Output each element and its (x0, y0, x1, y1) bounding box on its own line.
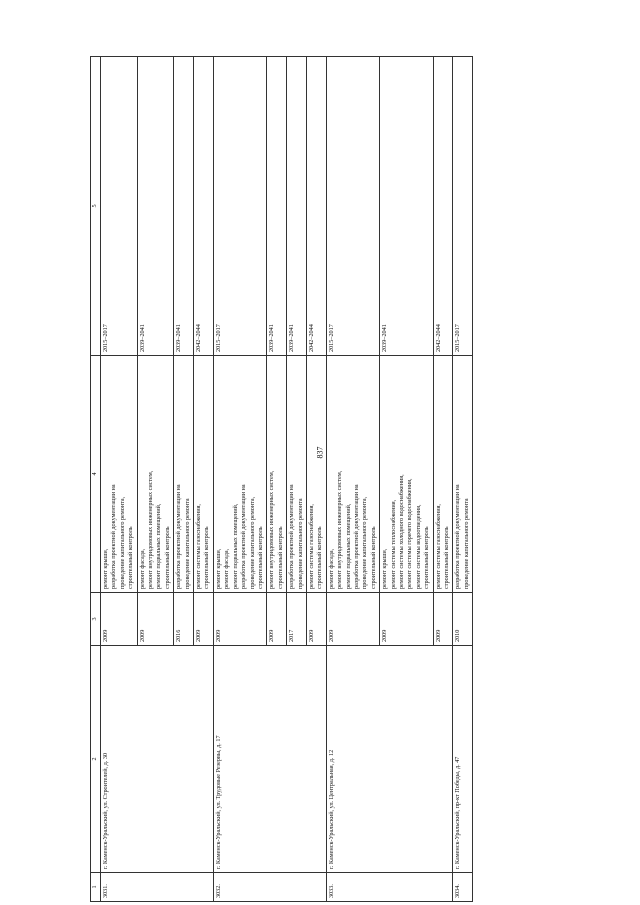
works-cell (306, 356, 326, 593)
column-number-2: 2 (91, 646, 101, 873)
period-cell: 2039–2041 (287, 57, 307, 356)
period-cell: 2042–2044 (194, 57, 214, 356)
period-cell: 2039–2041 (137, 57, 174, 356)
work-item: строительный контроль (276, 526, 284, 589)
work-item: ремонт подвальных помещений, (344, 503, 352, 589)
works-cell (101, 356, 138, 593)
work-item: ремонт внутридомовых инженерных систем, (268, 470, 276, 589)
year-cell: 2009 (433, 593, 453, 646)
work-item: проведение капитального ремонта (296, 498, 304, 589)
work-item: ремонт фасада, (138, 548, 146, 589)
work-item: ремонт подвальных помещений, (155, 503, 163, 589)
work-item: разработка проектной документации на (288, 484, 296, 589)
works-cell (213, 356, 266, 593)
work-item: разработка проектной документации на (175, 484, 183, 589)
table-row (101, 57, 138, 902)
page-number-text: 837 (315, 446, 325, 458)
work-item: ремонт системы газоснабжения, (434, 504, 442, 589)
address-cell: г. Каменск-Уральский, ул. Строителей, д. 30 (101, 646, 214, 873)
work-item: ремонт системы горячего водоснабжения, (406, 478, 414, 589)
year-cell: 2009 (194, 593, 214, 646)
address-cell: г. Каменск-Уральский, ул. Трудовые Резервы, д. 17 (213, 646, 326, 873)
year-cell: 2009 (326, 593, 379, 646)
work-item: ремонт системы водоотведения, (414, 504, 422, 589)
year-cell: 2009 (137, 593, 174, 646)
row-number-cell: 3034. (453, 873, 473, 902)
work-item: строительный контроль (203, 526, 211, 589)
works-cell (137, 356, 174, 593)
work-item: ремонт внутридомовых инженерных систем, (336, 470, 344, 589)
column-number-3: 3 (91, 593, 101, 646)
period-cell: 2042–2044 (433, 57, 453, 356)
period-cell: 2039–2041 (267, 57, 287, 356)
work-item: строительный контроль (127, 526, 135, 589)
table-row (213, 57, 266, 902)
column-number-4: 4 (91, 356, 101, 593)
work-item: проведение капитального ремонта (462, 498, 470, 589)
repair-schedule-table (90, 56, 473, 902)
year-cell: 2010 (453, 593, 473, 646)
year-cell: 2009 (267, 593, 287, 646)
period-cell: 2015–2017 (453, 57, 473, 356)
year-cell: 2017 (287, 593, 307, 646)
work-item: проведение капитального ремонта (183, 498, 191, 589)
work-item: проведение капитального ремонта, (248, 496, 256, 589)
works-cell (287, 356, 307, 593)
column-number-5: 5 (91, 57, 101, 356)
period-cell: 2039–2041 (380, 57, 433, 356)
works-cell (380, 356, 433, 593)
work-item: разработка проектной документации на (454, 484, 462, 589)
work-item: проведение капитального ремонта, (118, 496, 126, 589)
works-cell (326, 356, 379, 593)
address-cell: г. Каменск-Уральский, ул. Центральная, д. 12 (326, 646, 453, 873)
table-row (453, 57, 473, 902)
work-item: ремонт системы холодного водоснабжения, (398, 474, 405, 589)
row-number-cell: 3031. (101, 873, 214, 902)
work-item: разработка проектной документации на (240, 484, 248, 589)
period-cell: 2015–2017 (213, 57, 266, 356)
work-item: строительный контроль (423, 526, 431, 589)
work-item: строительный контроль (443, 526, 451, 589)
work-item: строительный контроль (163, 526, 171, 589)
year-cell: 2009 (101, 593, 138, 646)
work-item: строительный контроль (256, 526, 264, 589)
works-cell (267, 356, 287, 593)
work-item: ремонт крыши, (214, 548, 222, 589)
row-number-cell: 3032. (213, 873, 326, 902)
work-item: ремонт системы теплоснабжения, (389, 499, 397, 589)
year-cell: 2009 (380, 593, 433, 646)
address-cell: г. Каменск-Уральский, пр-кт Победы, д. 47 (453, 646, 473, 873)
row-number-cell: 3033. (326, 873, 453, 902)
work-item: ремонт фасада, (223, 548, 231, 589)
table-row (326, 57, 379, 902)
work-item: ремонт подвальных помещений, (231, 503, 239, 589)
work-item: ремонт системы газоснабжения, (307, 504, 315, 589)
work-item: строительный контроль (316, 526, 324, 589)
works-cell (453, 356, 473, 593)
period-cell: 2042–2044 (306, 57, 326, 356)
column-number-row (91, 57, 101, 902)
column-number-1: 1 (91, 873, 101, 902)
year-cell: 2016 (174, 593, 194, 646)
work-item: разработка проектной документации на (110, 484, 118, 589)
work-item: ремонт системы газоснабжения, (195, 504, 203, 589)
work-item: проведение капитального ремонта, (361, 496, 369, 589)
table-body (91, 57, 473, 902)
period-cell: 2015–2017 (326, 57, 379, 356)
work-item: ремонт крыши, (102, 548, 109, 589)
work-item: строительный контроль (369, 526, 377, 589)
work-item: ремонт крыши, (381, 548, 389, 589)
period-cell: 2039–2041 (174, 57, 194, 356)
year-cell: 2009 (306, 593, 326, 646)
works-cell (174, 356, 194, 593)
year-cell: 2009 (213, 593, 266, 646)
work-item: ремонт внутридомовых инженерных систем, (147, 470, 155, 589)
works-cell (433, 356, 453, 593)
period-cell: 2015–2017 (101, 57, 138, 356)
work-item: разработка проектной документации на (352, 484, 360, 589)
rotated-table-page (90, 82, 590, 902)
works-cell (194, 356, 214, 593)
work-item: ремонт фасада, (327, 548, 335, 589)
